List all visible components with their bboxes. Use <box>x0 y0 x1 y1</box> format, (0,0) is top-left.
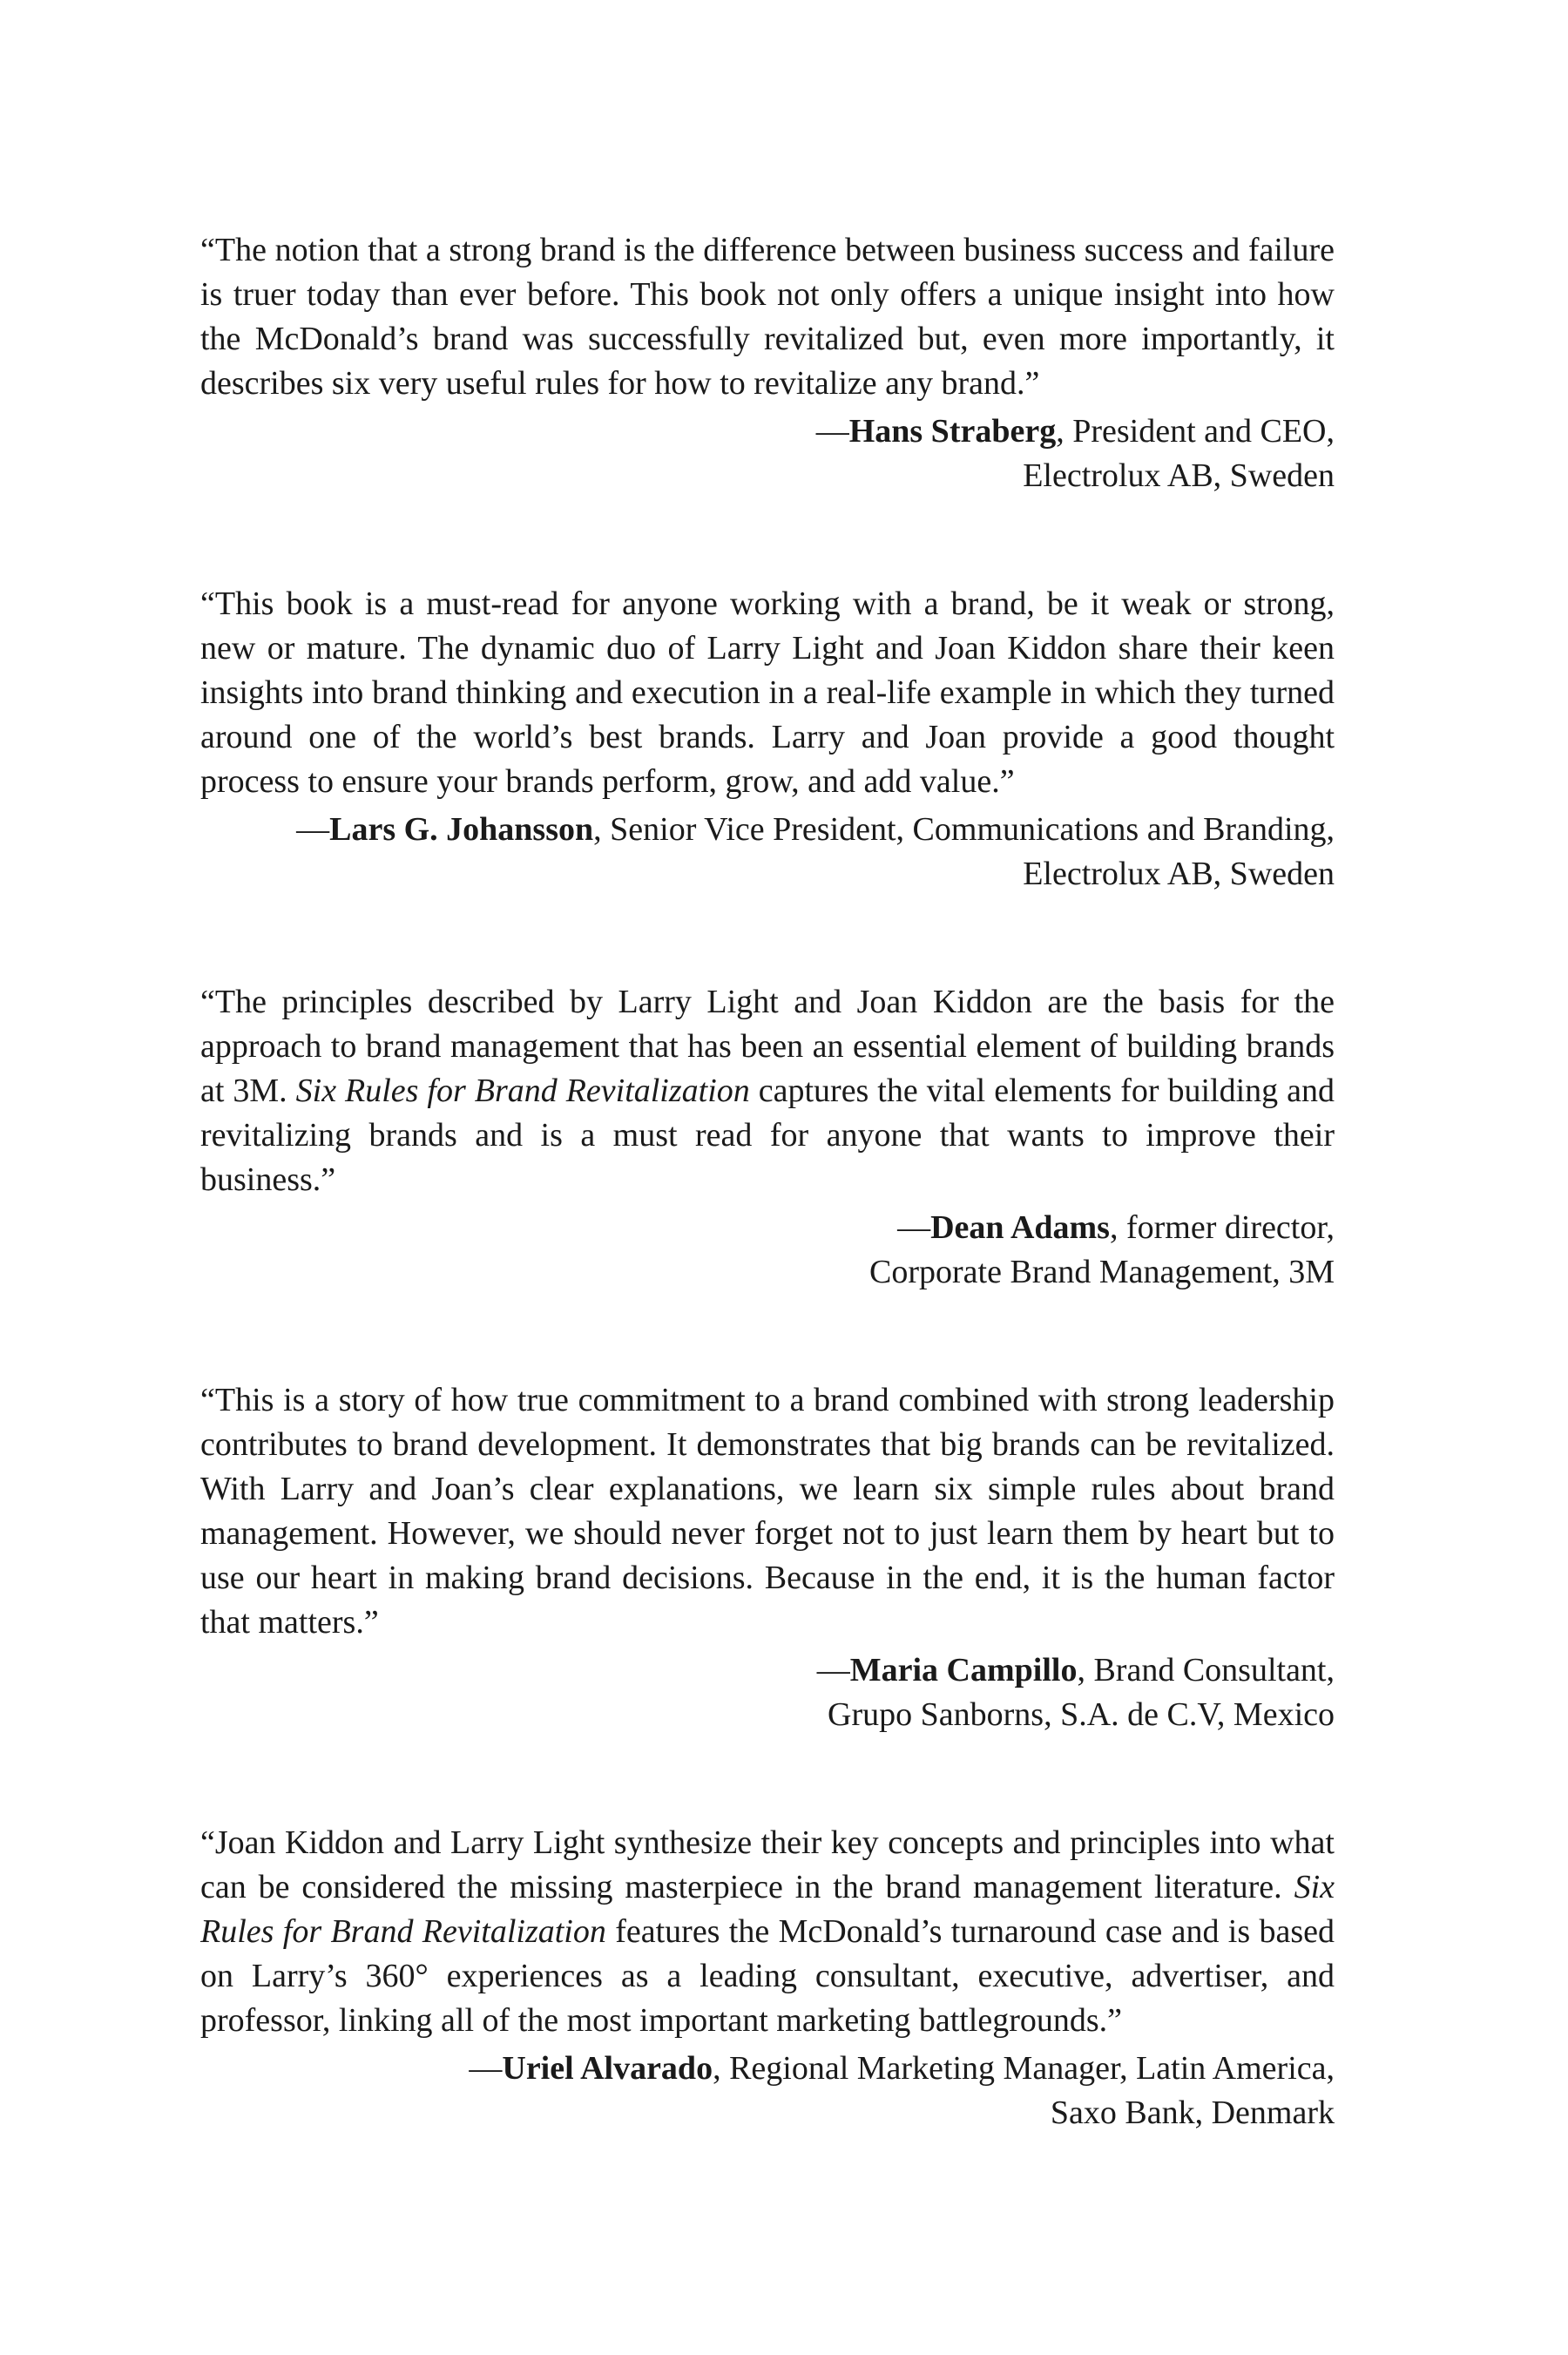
testimonial-attribution <box>200 808 1335 897</box>
endorser-organization: Saxo Bank, Denmark <box>1050 2094 1335 2131</box>
em-dash: — <box>816 1652 850 1688</box>
em-dash: — <box>897 1209 931 1246</box>
em-dash: — <box>296 811 330 848</box>
endorser-role: , former director, <box>1109 1209 1335 1246</box>
endorser-organization: Electrolux AB, Sweden <box>1023 856 1335 892</box>
praise-page <box>200 228 1335 2219</box>
quote-text: features the McDonald’s turnaround case and is based on Larry’s 360° experiences as a leading consultant, executive, advertiser, and professor, linking all of the most important marketing battlegrounds.” <box>200 1913 1335 2039</box>
endorser-organization: Corporate Brand Management, 3M <box>869 1254 1335 1290</box>
testimonial <box>200 582 1335 897</box>
endorser-organization: Electrolux AB, Sweden <box>1023 457 1335 494</box>
testimonial-quote <box>200 1821 1335 2043</box>
testimonial-attribution <box>200 409 1335 498</box>
testimonial <box>200 228 1335 498</box>
quote-text: “Joan Kiddon and Larry Light synthesize their key concepts and principles into what can be considered the missing masterpiece in the brand management literature. <box>200 1824 1335 1905</box>
endorser-role: , Senior Vice President, Communications and Branding, <box>593 811 1335 848</box>
testimonial-attribution <box>200 1648 1335 1737</box>
testimonial <box>200 980 1335 1295</box>
endorser-name: Hans Straberg <box>848 413 1057 450</box>
testimonial-quote <box>200 980 1335 1202</box>
testimonial <box>200 1821 1335 2135</box>
testimonial-attribution <box>200 1206 1335 1295</box>
testimonial-quote: “This is a story of how true commitment to a brand combined with strong leadership contributes to brand development. It demonstrates that big brands can be revitalized. With Larry and Joan’s clear explanations, we learn six simple rules about brand management. However, we should never forget not to just learn them by heart but to use our heart in making brand decisions. Because in the end, it is the human factor that matters.” <box>200 1382 1335 1641</box>
endorser-role: , President and CEO, <box>1056 413 1335 450</box>
endorser-name: Maria Campillo <box>849 1652 1078 1688</box>
endorser-name: Dean Adams <box>930 1209 1110 1246</box>
quote-text: captures the vital elements for building and revitalizing brands and is a must read for anyone that wants to improve their business.” <box>200 1073 1335 1198</box>
em-dash: — <box>469 2050 503 2087</box>
endorser-organization: Grupo Sanborns, S.A. de C.V, Mexico <box>828 1696 1335 1733</box>
quote-text: “The principles described by Larry Light and Joan Kiddon are the basis for the approach to brand management that has been an essential element of building brands at 3M. <box>200 984 1335 1109</box>
testimonial-quote: “The notion that a strong brand is the difference between business success and failure is truer today than ever before. This book not only offers a unique insight into how the McDonald’s brand was successfully revitalized but, even more importantly, it describes six very useful rules for how to revitalize any brand.” <box>200 232 1335 402</box>
endorser-role: , Brand Consultant, <box>1077 1652 1335 1688</box>
book-title: Six Rules for Brand Revitalization <box>295 1073 750 1109</box>
testimonial-quote: “This book is a must-read for anyone working with a brand, be it weak or strong, new or mature. The dynamic duo of Larry Light and Joan Kiddon share their keen insights into brand thinking and execution in a real-life example in which they turned around one of the world’s best brands. Larry and Joan provide a good thought process to ensure your brands perform, grow, and add value.” <box>200 585 1335 800</box>
endorser-name: Lars G. Johansson <box>329 811 594 848</box>
endorser-role: , Regional Marketing Manager, Latin America, <box>713 2050 1335 2087</box>
testimonial-attribution <box>200 2047 1335 2135</box>
book-title: Six Rules for Brand Revitalization <box>200 1869 1335 1950</box>
testimonial <box>200 1378 1335 1737</box>
endorser-name: Uriel Alvarado <box>502 2050 713 2087</box>
em-dash: — <box>815 413 849 450</box>
